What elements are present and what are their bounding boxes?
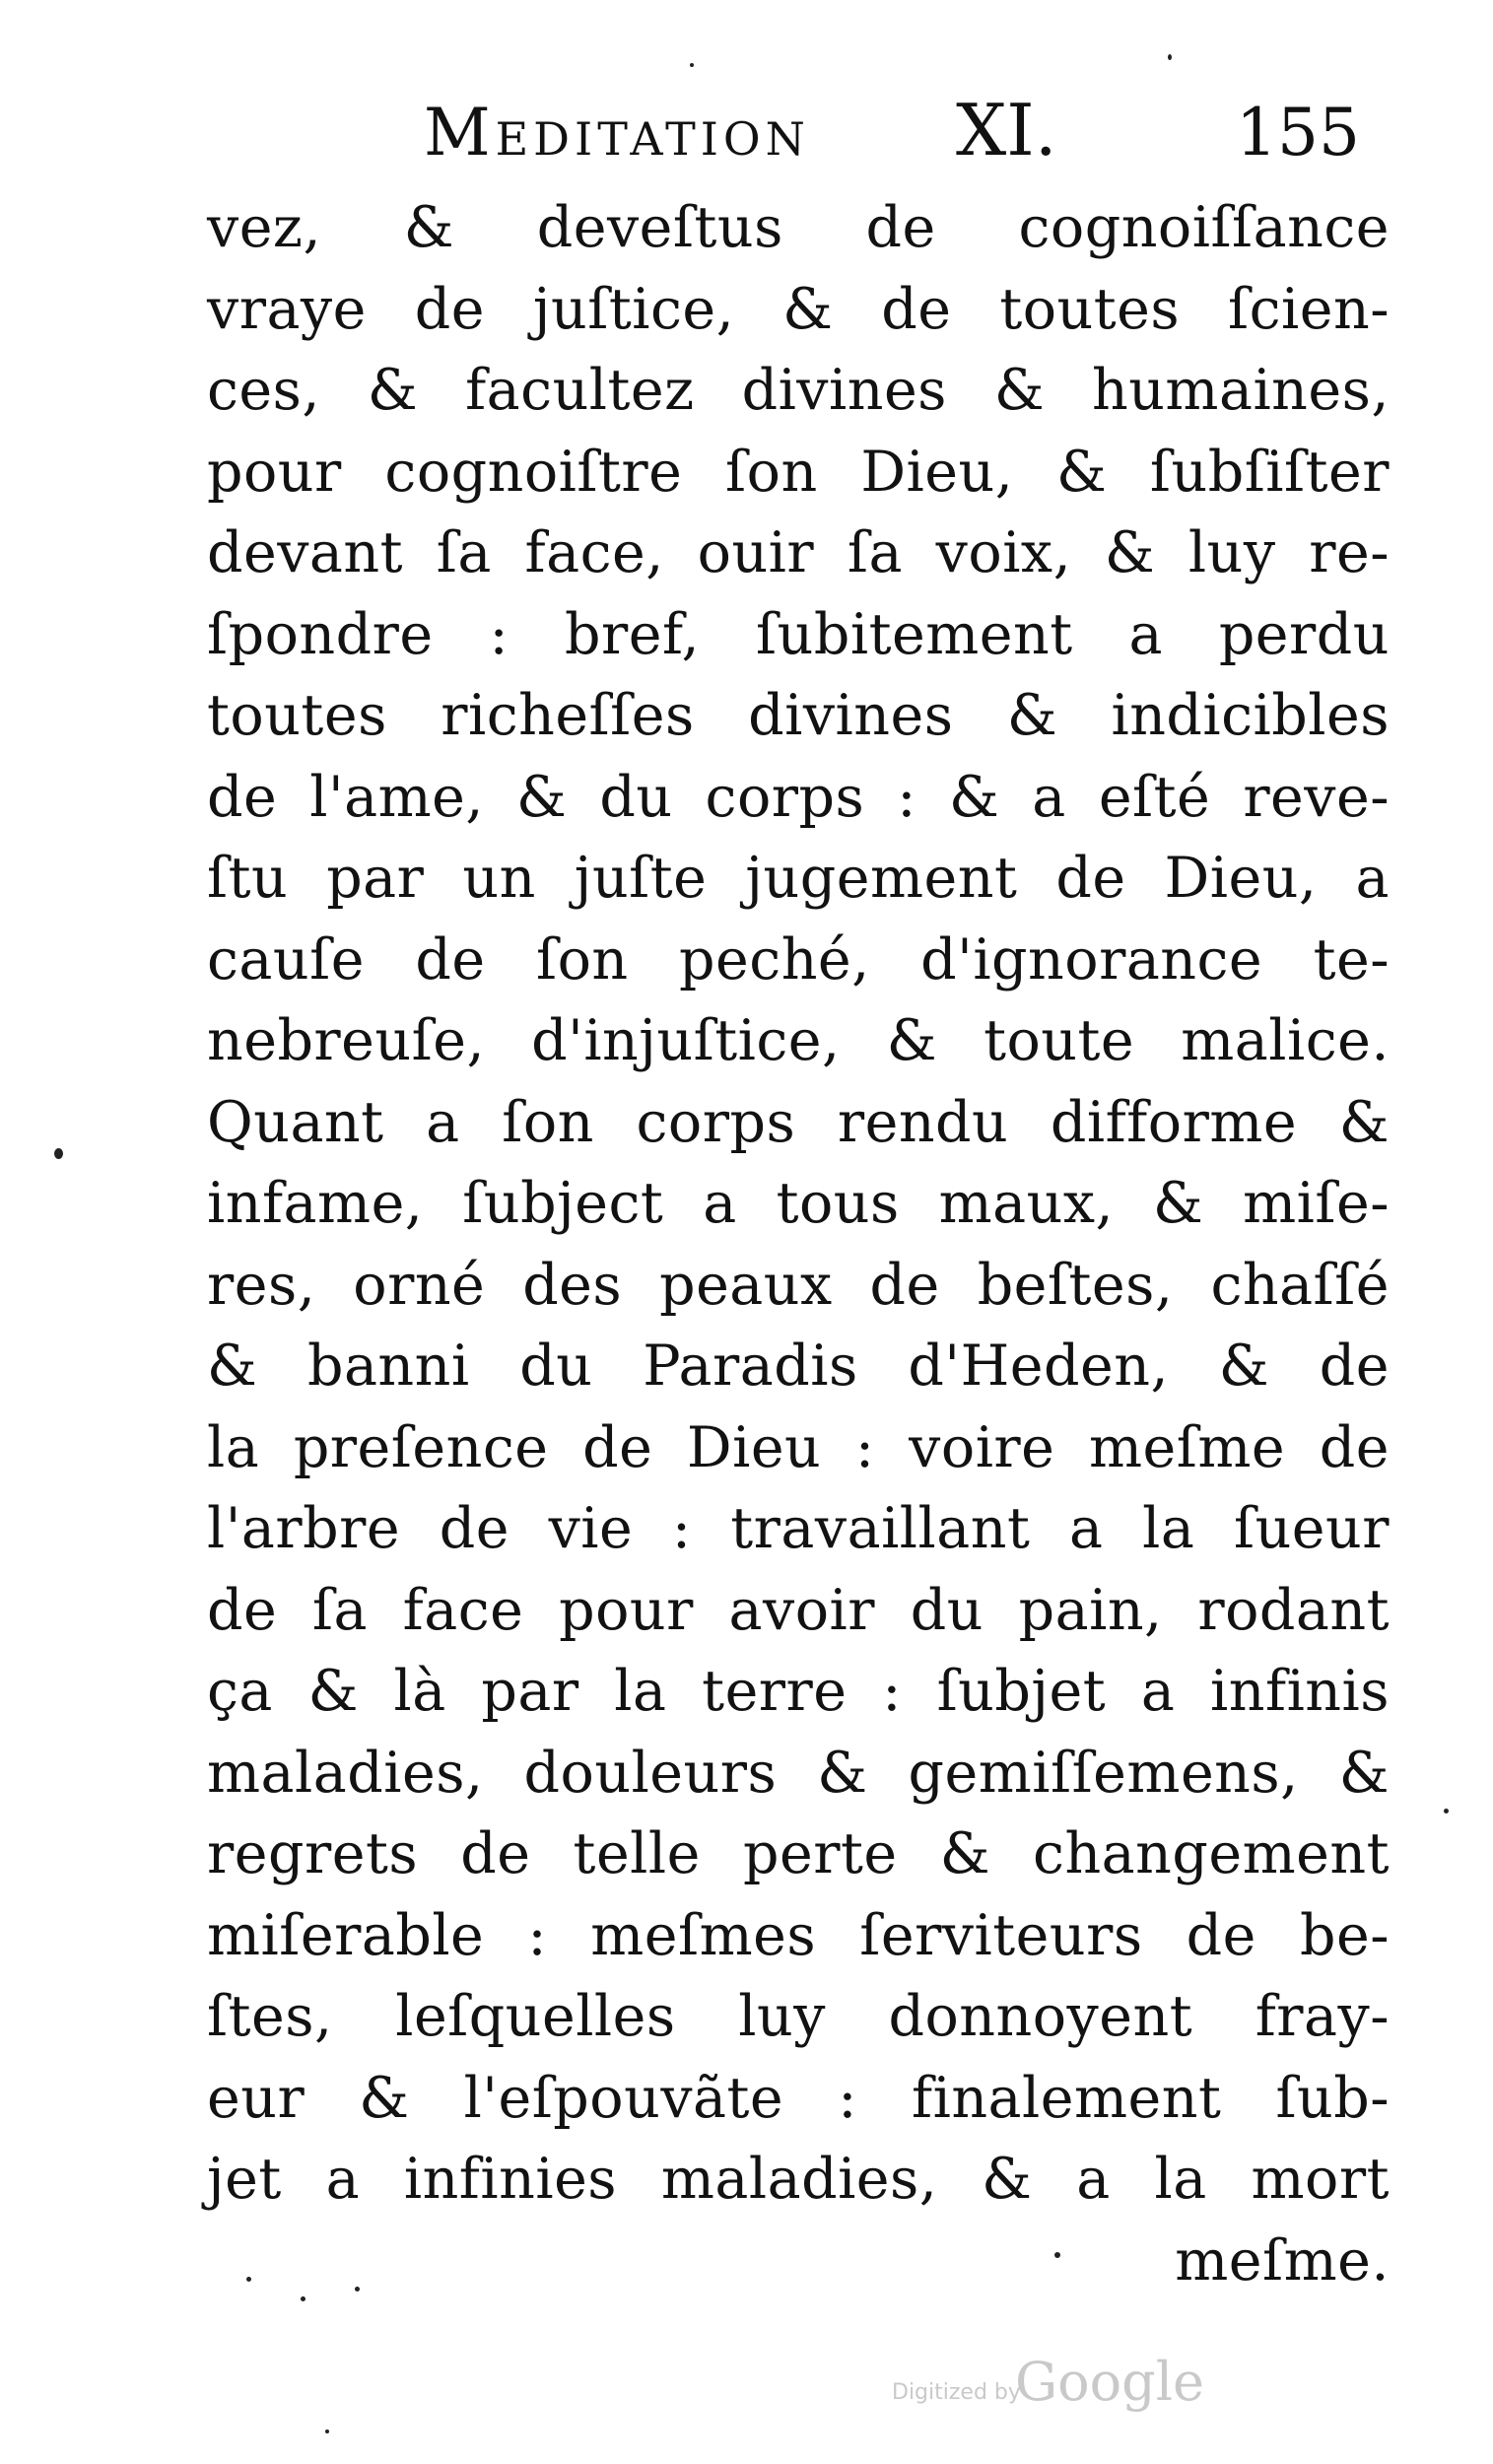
text-line: ſtu par un juſte jugement de Dieu, a: [207, 846, 1390, 911]
text-line: devant ſa face, ouir ſa voix, & luy re-: [207, 520, 1390, 585]
text-line: jet a infinies maladies, & a la mort: [207, 2147, 1390, 2212]
text-line: de ſa face pour avoir du pain, rodant: [207, 1577, 1390, 1643]
text-line: ça & là par la terre : ſubjet a infinis: [207, 1659, 1390, 1724]
text-line: toutes richeſſes divines & indicibles: [207, 683, 1390, 748]
digitized-watermark: [892, 2351, 1306, 2420]
text-line: ſpondre : bref, ſubitement a perdu: [207, 601, 1390, 667]
text-line: miſerable : meſmes ſerviteurs de be-: [207, 1902, 1390, 1968]
text-line: eur & l'eſpouvãte : finalement ſub-: [207, 2065, 1390, 2131]
text-line: nebreuſe, d'injuſtice, & toute malice.: [207, 1008, 1390, 1073]
scan-speck: [1168, 54, 1172, 60]
text-line: l'arbre de vie : travaillant a la ſueur: [207, 1496, 1390, 1561]
text-line: res, orné des peaux de beſtes, chaſſé: [207, 1252, 1390, 1318]
text-line: & banni du Paradis d'Heden, & de: [207, 1334, 1390, 1399]
catchword: meſme.: [1175, 2227, 1390, 2293]
text-line: regrets de telle perte & changement: [207, 1821, 1390, 1886]
scan-speck: [301, 2296, 305, 2301]
running-head: [207, 77, 1380, 185]
scan-speck: [246, 2277, 251, 2282]
scan-speck: [325, 2430, 329, 2433]
scan-speck: [355, 2287, 360, 2292]
watermark-prefix: Digitized by: [892, 2380, 1021, 2405]
text-line: la preſence de Dieu : voire meſme de: [207, 1414, 1390, 1480]
text-line: Quant a ſon corps rendu difforme &: [207, 1089, 1390, 1155]
text-line: ces, & facultez divines & humaines,: [207, 358, 1390, 423]
page-number: 155: [1236, 95, 1360, 171]
text-line: vraye de juſtice, & de toutes ſcien-: [207, 276, 1390, 342]
text-line: cauſe de ſon peché, d'ignorance te-: [207, 926, 1390, 992]
text-line: vez, & deveſtus de cognoiſſance: [207, 195, 1390, 260]
text-line: pour cognoiſtre ſon Dieu, & ſubſiſter: [207, 439, 1390, 505]
text-line: infame, ſubject a tous maux, & miſe-: [207, 1171, 1390, 1236]
text-line: ſtes, leſquelles luy donnoyent fray-: [207, 1984, 1390, 2049]
body-text: [207, 187, 1390, 2301]
text-line: de l'ame, & du corps : & a eſté reve-: [207, 764, 1390, 830]
text-line: maladies, douleurs & gemiſſemens, &: [207, 1740, 1390, 1806]
scan-speck: [54, 1148, 63, 1159]
running-head-chapter: XI.: [956, 89, 1057, 171]
scan-speck: [1054, 2252, 1060, 2258]
watermark-brand: Google: [1015, 2351, 1204, 2413]
scan-speck: [690, 63, 694, 67]
running-head-title: Meditation: [424, 95, 810, 171]
scan-speck: [1444, 1809, 1449, 1814]
